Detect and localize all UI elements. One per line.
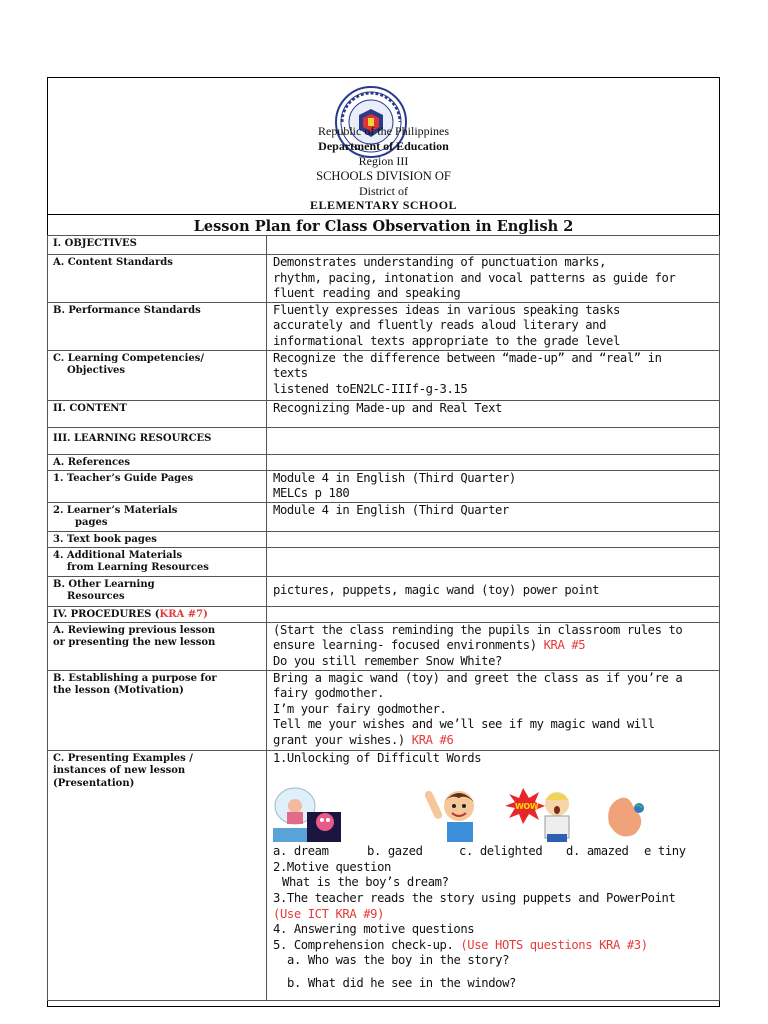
table-row	[48, 622, 720, 670]
purpose-value: Bring a magic wand (toy) and greet the class as if you’re a fairy godmother. I’m your fairy godmother. Tell me your wishes and we’ll see if my magic wand will grant your wishes.) KRA #6	[267, 670, 720, 750]
content-standards-label: A. Content Standards	[48, 255, 267, 303]
table-row	[48, 454, 720, 470]
vocabulary-pictures	[273, 784, 719, 842]
purpose-label: B. Establishing a purpose for the lesson (Motivation)	[48, 670, 267, 750]
table-row	[48, 470, 720, 502]
lesson-plan-table	[47, 235, 720, 1001]
learning-resources-label: III. LEARNING RESOURCES	[48, 427, 267, 454]
textbook-pages-label: 3. Text book pages	[48, 531, 267, 547]
amazed-boy-icon	[505, 784, 579, 842]
content-label: II. CONTENT	[48, 400, 267, 427]
learners-materials-label: 2. Learner’s Materials pages	[48, 502, 267, 531]
reviewing-label: A. Reviewing previous lesson or presenting the new lesson	[48, 622, 267, 670]
table-row	[48, 750, 720, 1000]
lesson-plan-frame	[47, 77, 720, 1007]
competencies-label: C. Learning Competencies/ Objectives	[48, 350, 267, 400]
division-line: SCHOOLS DIVISION OF	[316, 169, 451, 183]
table-row	[48, 350, 720, 400]
region-line: Region III	[358, 154, 409, 168]
page-title: Lesson Plan for Class Observation in English 2	[193, 218, 574, 235]
table-row	[48, 547, 720, 576]
table-row	[48, 255, 720, 303]
tiny-globe-icon	[599, 784, 661, 842]
table-row	[48, 236, 720, 255]
reviewing-value: (Start the class reminding the pupils in classroom rules to ensure learning- focused environments) KRA #5 Do you still remember Snow White?	[267, 622, 720, 670]
table-row	[48, 670, 720, 750]
other-resources-value: pictures, puppets, magic wand (toy) power point	[267, 576, 720, 606]
teachers-guide-value: Module 4 in English (Third Quarter) MELCs p 180	[267, 470, 720, 502]
other-resources-label: B. Other Learning Resources	[48, 576, 267, 606]
vocabulary-words: a. dream b. gazed c. delighted d. amazed e tiny	[273, 844, 686, 859]
document-header	[48, 78, 719, 216]
table-row	[48, 531, 720, 547]
presentation-label: C. Presenting Examples / instances of new lesson (Presentation)	[48, 750, 267, 1000]
objectives-label: I. OBJECTIVES	[48, 236, 267, 255]
school-line: ELEMENTARY SCHOOL	[309, 198, 458, 212]
table-row	[48, 427, 720, 454]
delighted-boy-icon	[425, 784, 487, 842]
presentation-value: 1.Unlocking of Difficult Words WOW a. dream b. gazed c. delighted d. amazed e tiny 2.Motive question What is the boy’s dream? 3.The teacher reads the story using puppets and PowerPoint (Use ICT KRA #9) 4. Answering motive questions 5. Comprehension check-up. (Use HOTS questions KRA #3) a. Who was the boy in the story? b. What did he see in the window?	[267, 750, 720, 1000]
performance-standards-value: Fluently expresses ideas in various speaking tasks accurately and fluently reads aloud literary and informational texts appropriate to the grade level	[267, 302, 720, 350]
republic-line: Republic of the Philippines	[318, 124, 449, 138]
learners-materials-value: Module 4 in English (Third Quarter	[267, 502, 720, 531]
procedures-label: IV. PROCEDURES (KRA #7)	[48, 606, 267, 622]
table-row	[48, 502, 720, 531]
district-line: District of	[359, 184, 408, 198]
title-rule	[48, 214, 719, 215]
table-row	[48, 400, 720, 427]
content-value: Recognizing Made-up and Real Text	[267, 400, 720, 427]
performance-standards-label: B. Performance Standards	[48, 302, 267, 350]
teachers-guide-label: 1. Teacher’s Guide Pages	[48, 470, 267, 502]
dream-picture-icon	[273, 784, 341, 842]
table-row	[48, 576, 720, 606]
competencies-value: Recognize the difference between “made-up” and “real” in texts listened toEN2LC-IIIf-g-3.15	[267, 350, 720, 400]
table-row	[48, 606, 720, 622]
department-line: Department of Education	[318, 139, 449, 153]
table-row	[48, 302, 720, 350]
svg-text:WOW: WOW	[515, 802, 539, 812]
content-standards-value: Demonstrates understanding of punctuation marks, rhythm, pacing, intonation and vocal patterns as guide for fluent reading and speaking	[267, 255, 720, 303]
additional-materials-label: 4. Additional Materials from Learning Resources	[48, 547, 267, 576]
references-label: A. References	[48, 454, 267, 470]
